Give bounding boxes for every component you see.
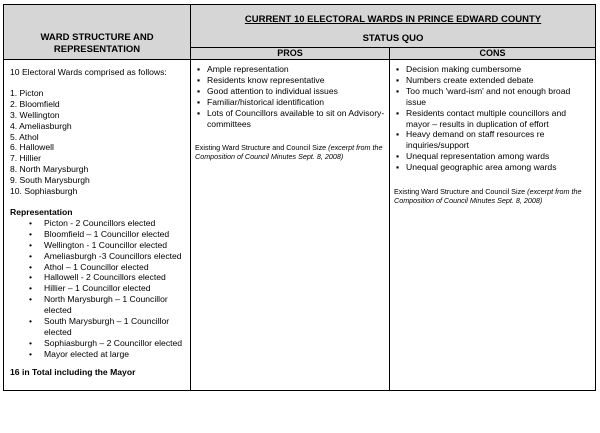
bullet-icon: ▪ <box>396 129 400 140</box>
list-item: ▪ Residents know representative <box>197 74 325 85</box>
bullet-icon: • <box>29 228 33 239</box>
list-item: • Athol – 1 Councillor elected <box>29 261 149 272</box>
list-item: ▪ Too much 'ward-ism' and not enough broad issue <box>396 85 571 107</box>
list-item: ▪ Good attention to individual issues <box>197 85 338 96</box>
list-item: 3. Wellington <box>10 109 60 120</box>
ward-structure-header-cell <box>4 5 191 60</box>
cons-list <box>394 64 591 173</box>
bullet-icon: ▪ <box>396 64 400 74</box>
list-item: • North Marysburgh – 1 Councillor elected <box>29 294 168 316</box>
bullet-icon: ▪ <box>197 74 201 85</box>
bullet-icon: ▪ <box>197 64 201 74</box>
pros-cell <box>191 60 390 391</box>
list-item: ▪ Unequal representation among wards <box>396 151 550 162</box>
left-title-line1: WARD STRUCTURE AND <box>40 32 154 43</box>
left-title-line2: REPRESENTATION <box>53 44 141 55</box>
list-item: ▪ Numbers create extended debate <box>396 74 534 85</box>
bullet-icon: • <box>29 272 33 283</box>
list-item: 2. Bloomfield <box>10 98 60 109</box>
list-item: 10. Sophiasburgh <box>10 186 78 197</box>
list-item: ▪ Lots of Councillors available to sit on Advisory-committees <box>197 107 385 129</box>
bullet-icon: • <box>29 283 33 294</box>
pros-header: PROS <box>191 48 390 60</box>
pros-source-note: Existing Ward Structure and Council Size (excerpt from the Composition of Council Minutes Sept. 8, 2008) <box>195 143 383 162</box>
bullet-icon: ▪ <box>396 107 400 118</box>
bullet-icon: ▪ <box>396 85 400 96</box>
representation-heading: Representation <box>10 206 73 217</box>
list-item: 4. Ameliasburgh <box>10 120 72 131</box>
document-title: CURRENT 10 ELECTORAL WARDS IN PRINCE EDWARD COUNTY <box>244 14 542 25</box>
list-item: 1. Picton <box>10 87 44 98</box>
list-item: 6. Hallowell <box>10 142 54 153</box>
list-item: 5. Athol <box>10 131 39 142</box>
list-item: • Picton - 2 Councillors elected <box>29 217 156 228</box>
bullet-icon: • <box>29 316 33 327</box>
bullet-icon: • <box>29 239 33 250</box>
list-item: • Ameliasburgh -3 Councillors elected <box>29 250 182 261</box>
representation-list <box>10 218 184 360</box>
total-representation: 16 in Total including the Mayor <box>10 366 136 377</box>
cons-cell <box>390 60 596 391</box>
bullet-icon: • <box>29 294 33 305</box>
ward-list-cell <box>4 60 191 391</box>
bullet-icon: • <box>29 337 33 348</box>
list-item: • Hillier – 1 Councillor elected <box>29 283 151 294</box>
list-item: • Wellington - 1 Councillor elected <box>29 239 168 250</box>
list-item: ▪ Ample representation <box>197 64 289 74</box>
cons-header: CONS <box>390 48 596 60</box>
bullet-icon: • <box>29 217 33 228</box>
status-quo-header-cell <box>191 5 596 48</box>
cons-source-note: Existing Ward Structure and Council Size (excerpt from the Composition of Council Minutes Sept. 8, 2008) <box>394 187 582 206</box>
bullet-icon: ▪ <box>197 107 201 118</box>
list-item: • Hallowell - 2 Councillors elected <box>29 272 166 283</box>
list-item: • Mayor elected at large <box>29 348 130 359</box>
list-item: ▪ Unequal geographic area among wards <box>396 162 557 173</box>
list-item: ▪ Heavy demand on staff resources re inquiries/support <box>396 129 545 151</box>
list-item: ▪ Decision making cumbersome <box>396 64 522 74</box>
bullet-icon: • <box>29 261 33 272</box>
list-item: ▪ Residents contact multiple councillors and mayor – results in duplication of effort <box>396 107 567 129</box>
ward-intro: 10 Electoral Wards comprised as follows: <box>10 67 167 77</box>
document-subtitle: STATUS QUO <box>362 33 424 44</box>
pros-list <box>195 64 385 129</box>
ward-list <box>10 88 184 197</box>
bullet-icon: ▪ <box>396 151 400 162</box>
bullet-icon: • <box>29 348 33 359</box>
bullet-icon: ▪ <box>396 74 400 85</box>
bullet-icon: • <box>29 250 33 261</box>
list-item: • Sophiasburgh – 2 Councillor elected <box>29 337 183 348</box>
list-item: 9. South Marysburgh <box>10 175 90 186</box>
list-item: • South Marysburgh – 1 Councillor elected <box>29 316 170 337</box>
bullet-icon: ▪ <box>197 96 201 107</box>
bullet-icon: ▪ <box>396 162 400 173</box>
list-item: 8. North Marysburgh <box>10 164 89 175</box>
ward-structure-table <box>3 4 596 391</box>
list-item: 7. Hillier <box>10 153 42 164</box>
bullet-icon: ▪ <box>197 85 201 96</box>
list-item: • Bloomfield – 1 Councillor elected <box>29 228 170 239</box>
list-item: ▪ Familiar/historical identification <box>197 96 325 107</box>
